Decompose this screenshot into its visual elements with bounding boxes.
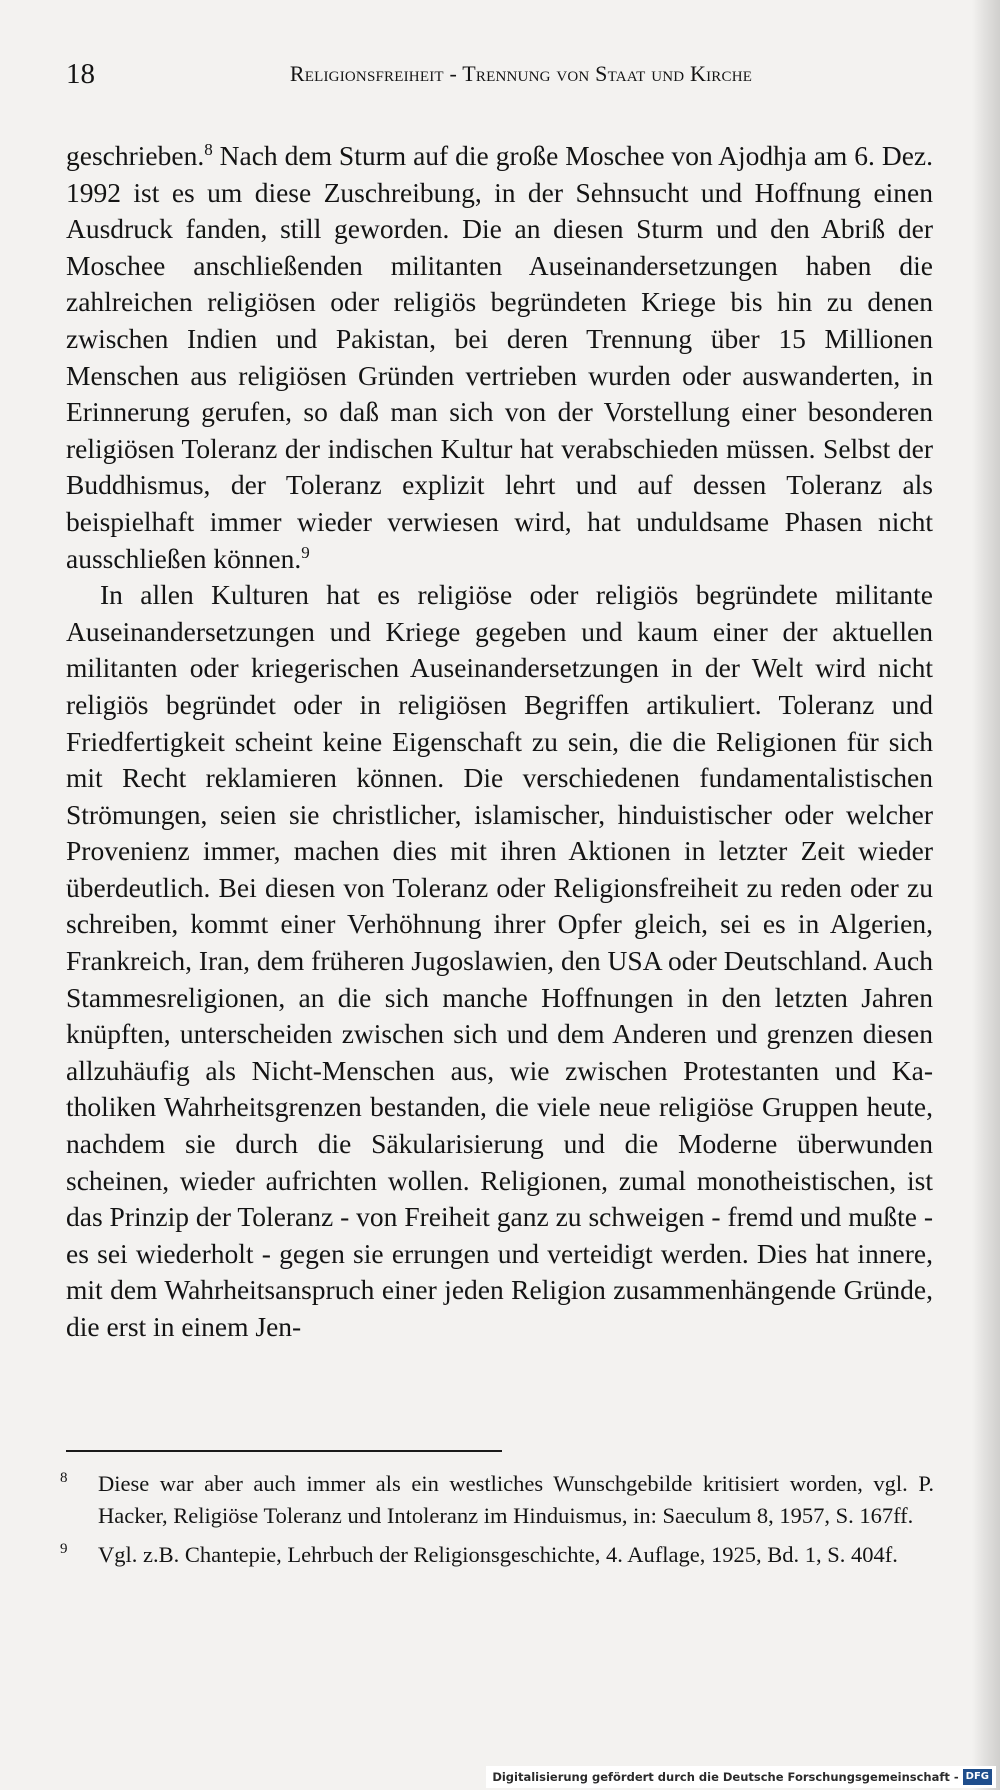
paragraph-1-text: Nach dem Sturm auf die große Moschee von Ajodhja am 6. Dez. 1992 ist es um diese Zuschreibung, in der Sehnsucht und Hoffnung einen Ausdruck fanden, still geworden. Die an diesen Sturm und den Abriß der Moschee anschließenden militanten Auseinandersetzungen haben die zahlreichen religiösen oder religiös begründeten Kriege bis hin zu denen zwischen Indien und Pakistan, bei deren Trennung über 15 Millionen Menschen aus religiösen Gründen vertrieben wurden oder auswanderten, in Erinnerung gerufen, so daß man sich von der Vorstellung einer besonderen religiösen Toleranz der indischen Kultur hat verabschieden müssen. Selbst der Buddhismus, der Toleranz explizit lehrt und auf dessen Toleranz als beispielhaft immer wieder verwiesen wird, hat unduldsame Phasen nicht ausschließen können. (66, 140, 933, 574)
footnotes (58, 1468, 934, 1579)
footnote-text: Diese war aber auch immer als ein westliches Wunschgebilde kritisiert worden, vgl. P. Hacker, Religiöse Toleranz und Intoleranz im Hinduismus, in: Saeculum 8, 1957, S. 167ff. (98, 1471, 934, 1528)
footnote-text: Vgl. z.B. Chantepie, Lehrbuch der Religionsgeschichte, 4. Auflage, 1925, Bd. 1, S. 404f. (98, 1542, 898, 1567)
paragraph-1 (66, 138, 933, 577)
dfg-logo-icon: DFG (963, 1769, 992, 1785)
footnote-ref-9[interactable]: 9 (301, 542, 310, 562)
footnote-ref-8[interactable]: 8 (204, 139, 213, 159)
page-header (66, 54, 916, 94)
footnote-number: 8 (60, 1470, 68, 1486)
main-text (66, 138, 933, 1346)
paragraph-2: In allen Kulturen hat es religiöse oder religiös begründete militante Auseinandersetzungen und Kriege gegeben und kaum einer der aktuellen militanten oder kriegerischen Auseinandersetzungen in der Welt wird nicht religiös begründet oder in religiösen Begriffen artikuliert. Toleranz und Friedfertigkeit scheint keine Eigenschaft zu sein, die die Religionen für sich mit Recht reklamieren können. Die verschiedenen fundamentalistischen Strömungen, seien sie christlicher, islamischer, hinduistischer oder welcher Provenienz immer, machen dies mit ihren Aktionen in letzter Zeit wieder überdeutlich. Bei diesen von Toleranz oder Religionsfreiheit zu reden oder zu schreiben, kommt einer Verhöhnung ihrer Opfer gleich, sei es in Algerien, Frankreich, Iran, dem früheren Jugoslawien, den USA oder Deutschland. Auch Stammesreligionen, an die sich manche Hoffnungen in den letzten Jahren knüpften, unterscheiden zwischen sich und dem Anderen und grenzen diesen allzuhäufig als Nicht-Menschen aus, wie zwischen Protestanten und Katholiken Wahrheitsgrenzen bestanden, die viele neue religiöse Gruppen heute, nachdem sie durch die Säkularisierung und die Moderne überwunden scheinen, wieder aufrichten wollen. Religionen, zumal monotheistischen, ist das Prinzip der Toleranz - von Freiheit ganz zu schweigen - fremd und mußte - es sei wiederholt - gegen sie errungen und verteidigt werden. Dies hat innere, mit dem Wahrheitsanspruch einer jeden Religion zusammenhängende Gründe, die erst in einem Jen- (66, 579, 933, 1342)
running-title: Religionsfreiheit - Trennung von Staat und Kirche (289, 61, 753, 86)
footnote-separator (66, 1450, 502, 1452)
funding-notice: Digitalisierung gefördert durch die Deutsche Forschungsgemeinschaft - (492, 1770, 959, 1784)
footnote-number: 9 (60, 1541, 68, 1557)
page-edge-shadow (972, 0, 1000, 1790)
paragraph-1-start: geschrieben. (66, 140, 205, 171)
page-number: 18 (66, 58, 95, 90)
footnote-9 (58, 1539, 934, 1571)
digitization-footer (486, 1766, 996, 1788)
footnote-8 (58, 1468, 934, 1531)
